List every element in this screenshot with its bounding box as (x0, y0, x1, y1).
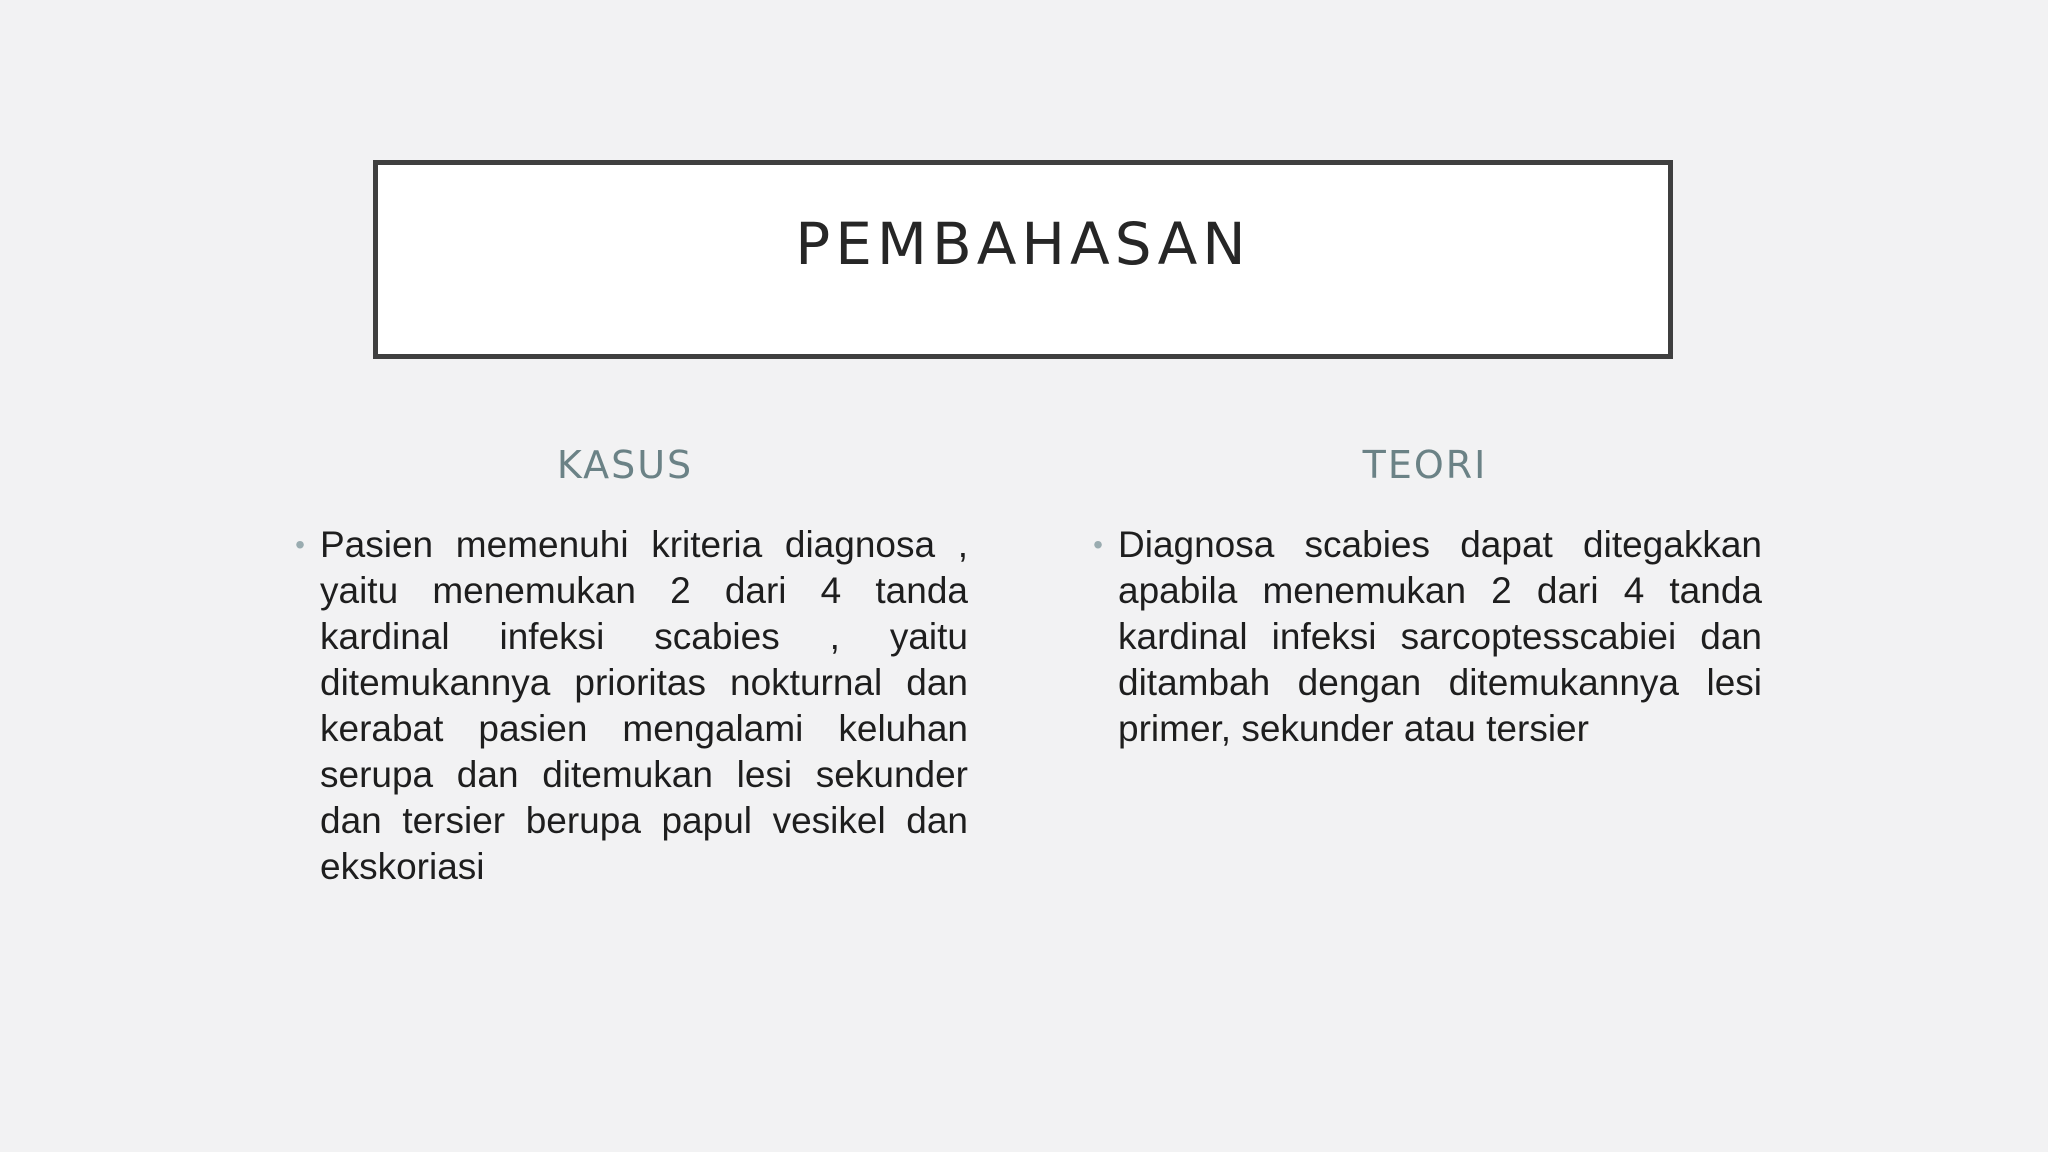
bullet-dot-icon: • (1093, 529, 1103, 560)
teori-heading: TEORI (1362, 443, 1488, 487)
bullet-dot-icon: • (295, 529, 305, 560)
title-box (373, 160, 1673, 359)
kasus-bullet-text: Pasien memenuhi kriteria diagnosa , yaitu menemukan 2 dari 4 tanda kardinal infeksi scabies , yaitu ditemukannya prioritas nokturnal dan kerabat pasien mengalami keluhan serupa dan ditemukan lesi sekunder dan tersier berupa papul vesikel dan ekskoriasi (320, 524, 968, 887)
teori-bullet-item (1078, 522, 1762, 752)
kasus-bullet-item (280, 522, 968, 890)
slide-title: PEMBAHASAN (795, 210, 1251, 278)
kasus-heading: KASUS (556, 443, 694, 487)
teori-bullet-text: Diagnosa scabies dapat ditegakkan apabila menemukan 2 dari 4 tanda kardinal infeksi sarcoptesscabiei dan ditambah dengan ditemukannya lesi primer, sekunder atau tersier (1118, 524, 1762, 749)
